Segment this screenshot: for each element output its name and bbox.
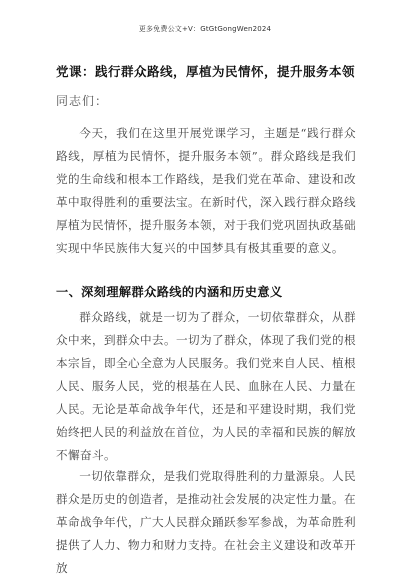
greeting: 同志们：	[56, 94, 109, 108]
intro-paragraph: 今天，我们在这里开展党课学习，主题是“践行群众路线，厚植为民情怀，提升服务本领”。群众路线是我们党的生命线和根本工作路线，是我们党在革命、建设和改革中取得胜利的重要法宝。在新时代，深入践行群众路线厚植为民情怀，提升服务本领，对于我们党巩固执政基础实现中华民族伟大复兴的中国梦具有极其重要的意义。	[56, 126, 356, 255]
section-paragraph-2: 一切依靠群众，是我们党取得胜利的力量源泉。人民群众是历史的创造者，是推动社会发展的决定性力量。在革命战争年代，广大人民群众踊跃参军参战，为革命胜利提供了人力、物力和财力支持。在社会主义建设和改革开放	[56, 469, 356, 575]
section-heading: 一、深刻理解群众路线的内涵和历史意义	[56, 285, 283, 299]
header-watermark-note: 更多免费公文+V：GtGtGongWen2024	[138, 25, 272, 33]
document-title: 党课：践行群众路线，厚植为民情怀，提升服务本领	[56, 64, 356, 79]
section-paragraph-1: 群众路线，就是一切为了群众，一切依靠群众，从群众中来，到群众中去。一切为了群众，体现了我们党的根本宗旨，即全心全意为人民服务。我们党来自人民、植根人民、服务人民，党的根基在人民、血脉在人民、力量在人民。无论是革命战争年代，还是和平建设时期，我们党始终把人民的利益放在首位，为人民的幸福和民族的解放不懈奋斗。	[56, 310, 356, 462]
